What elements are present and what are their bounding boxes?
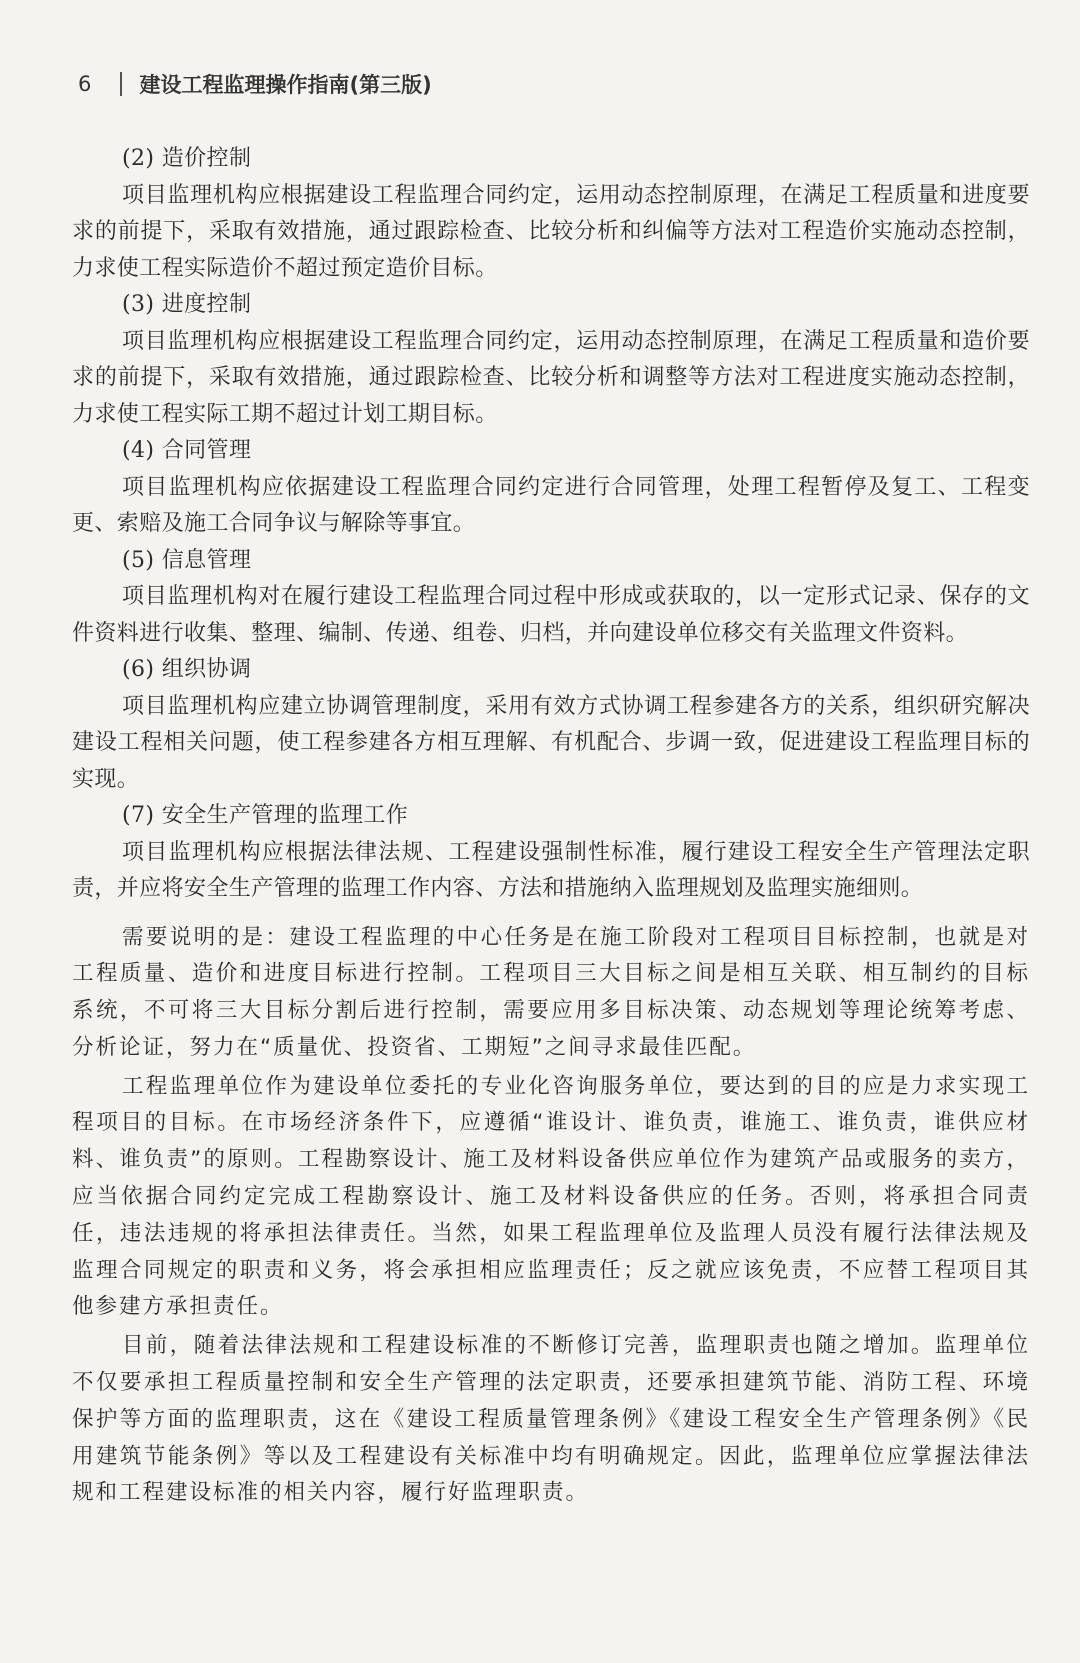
section-paragraph: 项目监理机构应根据建设工程监理合同约定，运用动态控制原理，在满足工程质量和造价要求的前提下，采取有效措施，通过跟踪检查、比较分析和调整等方法对工程进度实施动态控制，力求使工程实际工期不超过计划工期目标。 [72, 328, 1030, 427]
section-heading: (3) 进度控制 [122, 292, 252, 317]
section-paragraph: 项目监理机构对在履行建设工程监理合同过程中形成或获取的，以一定形式记录、保存的文件资料进行收集、整理、编制、传递、组卷、归档，并向建设单位移交有关监理文件资料。 [72, 584, 1030, 646]
header-divider [120, 72, 122, 96]
page-number: 6 [78, 72, 92, 96]
section-heading: (4) 合同管理 [122, 438, 252, 463]
section-paragraph: 项目监理机构应根据法律法规、工程建设强制性标准，履行建设工程安全生产管理法定职责，并应将安全生产管理的监理工作内容、方法和措施纳入监理规划及监理实施细则。 [72, 839, 1030, 901]
section-paragraph: 项目监理机构应建立协调管理制度，采用有效方式协调工程参建各方的关系，组织研究解决建设工程相关问题，使工程参建各方相互理解、有机配合、步调一致，促进建设工程监理目标的实现。 [72, 693, 1030, 792]
note-paragraph: 目前，随着法律法规和工程建设标准的不断修订完善，监理职责也随之增加。监理单位不仅要承担工程质量控制和安全生产管理的法定职责，还要承担建筑节能、消防工程、环境保护等方面的监理职责，这在《建设工程质量管理条例》《建设工程安全生产管理条例》《民用建筑节能条例》等以及工程建设有关标准中均有明确规定。因此，监理单位应掌握法律法规和工程建设标准的相关内容，履行好监理职责。 [72, 1333, 1030, 1506]
section-heading: (2) 造价控制 [122, 146, 252, 171]
section-heading: (7) 安全生产管理的监理工作 [122, 803, 409, 828]
section-heading: (6) 组织协调 [122, 657, 252, 682]
section-paragraph: 项目监理机构应根据建设工程监理合同约定，运用动态控制原理，在满足工程质量和进度要求的前提下，采取有效措施，通过跟踪检查、比较分析和纠偏等方法对工程造价实施动态控制，力求使工程实际造价不超过预定造价目标。 [72, 182, 1030, 281]
note-paragraph: 需要说明的是：建设工程监理的中心任务是在施工阶段对工程项目目标控制，也就是对工程质量、造价和进度目标进行控制。工程项目三大目标之间是相互关联、相互制约的目标系统，不可将三大目标分割后进行控制，需要应用多目标决策、动态规划等理论统筹考虑、分析论证，努力在“质量优、投资省、工期短”之间寻求最佳匹配。 [72, 924, 1030, 1060]
running-header [78, 66, 432, 102]
note-paragraph: 工程监理单位作为建设单位委托的专业化咨询服务单位，要达到的目的应是力求实现工程项目的目标。在市场经济条件下，应遵循“谁设计、谁负责，谁施工、谁负责，谁供应材料、谁负责”的原则。工程勘察设计、施工及材料设备供应单位作为建筑产品或服务的卖方，应当依据合同约定完成工程勘察设计、施工及材料设备供应的任务。否则，将承担合同责任，违法违规的将承担法律责任。当然，如果工程监理单位及监理人员没有履行法律法规及监理合同规定的职责和义务，将会承担相应监理责任；反之就应该免责，不应替工程项目其他参建方承担责任。 [72, 1073, 1030, 1320]
page-body [72, 141, 1030, 1512]
book-title: 建设工程监理操作指南(第三版) [139, 73, 432, 97]
section-paragraph: 项目监理机构应依据建设工程监理合同约定进行合同管理，处理工程暂停及复工、工程变更、索赔及施工合同争议与解除等事宜。 [72, 474, 1030, 536]
section-heading: (5) 信息管理 [122, 547, 252, 573]
